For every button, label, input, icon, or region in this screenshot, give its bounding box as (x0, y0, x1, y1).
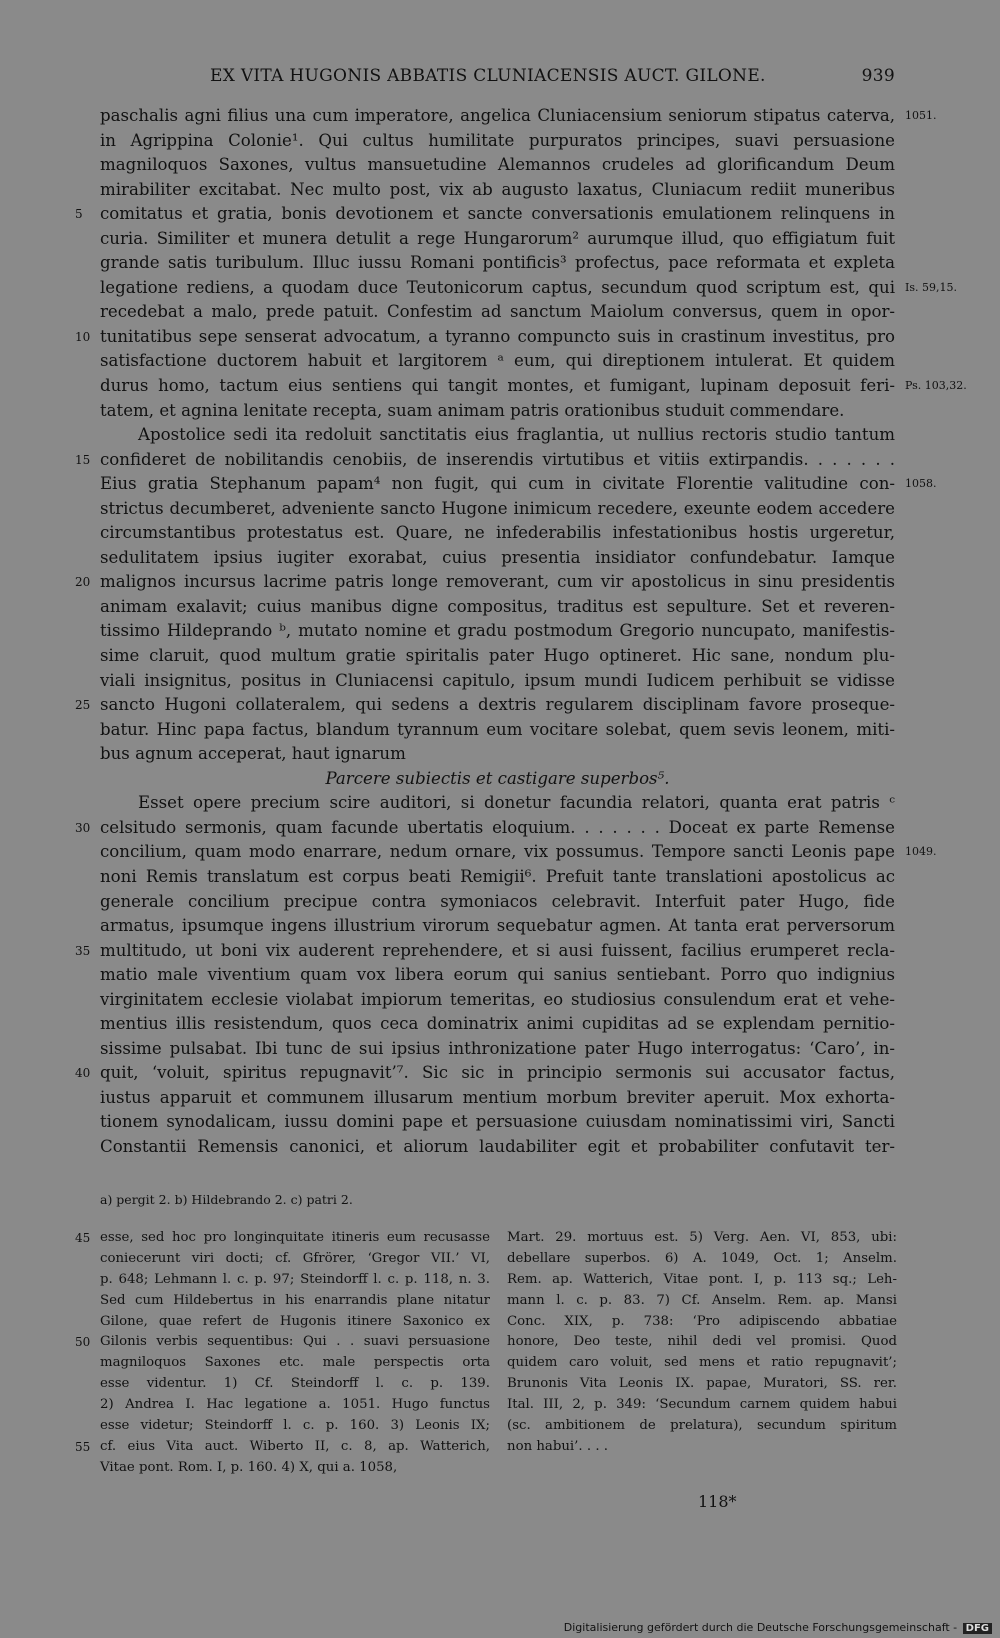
line-text: tionem synodalicam, iussu domini pape et persuasione cuiusdam nominatissimi viri, Sancti (100, 1112, 895, 1132)
line-number: 45 (75, 1231, 91, 1245)
footnote-line (100, 1249, 490, 1270)
text-line (100, 399, 895, 424)
footnote-line (507, 1353, 897, 1374)
line-text: magniloquos Saxones, vultus mansuetudine Alemannos crudeles ad glorificandum Deum (100, 155, 895, 175)
text-line (100, 718, 895, 743)
text-line (100, 914, 895, 939)
line-text: confideret de nobilitandis cenobiis, de inserendis virtutibus et vitiis extirpandis. . . . . . . (100, 449, 895, 469)
line-number: 25 (75, 698, 91, 713)
text-line (100, 890, 895, 915)
line-text: armatus, ipsumque ingens illustrium virorum sequebatur agmen. At tanta erat perversorum (100, 916, 895, 936)
footnote-line (100, 1270, 490, 1291)
line-text: Ital. III, 2, p. 349: ‘Secundum carnem quidem habui (507, 1397, 897, 1413)
footnote-line (507, 1312, 897, 1333)
line-text: esse, sed hoc pro longinquitate itineris eum recusasse (100, 1230, 490, 1245)
running-title: EX VITA HUGONIS ABBATIS CLUNIACENSIS AUCT. GILONE. (210, 66, 766, 86)
text-line (100, 1135, 895, 1160)
line-text: generale concilium precipue contra symoniacos celebravit. Interfuit pater Hugo, fide (100, 891, 895, 911)
line-text: matio male viventium quam vox libera eorum qui sanius sentiebant. Porro quo indignius (100, 965, 895, 985)
line-number: 5 (75, 207, 83, 222)
text-line (100, 423, 895, 448)
line-text: non habui’. . . . (507, 1438, 608, 1454)
line-text: iustus apparuit et communem illusarum mentium morbum breviter aperuit. Mox exhorta- (100, 1087, 895, 1107)
footnotes-right-column (507, 1228, 897, 1458)
line-text: sissime pulsabat. Ibi tunc de sui ipsius inthronizatione pater Hugo interrogatus: ‘Caro’, in- (100, 1038, 895, 1058)
margin-note: Ps. 103,32. (905, 379, 967, 393)
footnote-line (75, 1228, 490, 1249)
line-number: 10 (75, 329, 91, 344)
line-text: esse videntur. 1) Cf. Steindorff l. c. p. 139. (100, 1376, 490, 1392)
text-line (100, 349, 895, 374)
line-text: Constantii Remensis canonici, et aliorum laudabiliter egit et probabiliter confutavit ter- (100, 1136, 895, 1156)
line-text: paschalis agni filius una cum imperatore, angelica Cluniacensium seniorum stipatus caterva, (100, 106, 895, 125)
line-text: mann l. c. p. 83. 7) Cf. Anselm. Rem. ap. Mansi (507, 1292, 897, 1308)
line-text: sancto Hugoni collateralem, qui sedens a dextris regularem disciplinam favore proseque- (100, 695, 895, 715)
line-text: quit, ‘voluit, spiritus repugnavit’⁷. Sic sic in principio sermonis sui accusator factus, (100, 1063, 895, 1083)
footnote-line (100, 1395, 490, 1416)
text-line (100, 497, 895, 522)
margin-note: 1058. (905, 477, 937, 491)
text-line (100, 251, 895, 276)
footnote-line (75, 1332, 490, 1353)
line-text: Conc. XIX, p. 738: ‘Pro adipiscendo abbatiae (507, 1313, 897, 1329)
line-text: debellare superbos. 6) A. 1049, Oct. 1; Anselm. (507, 1250, 897, 1266)
text-line (100, 767, 895, 792)
line-text: celsitudo sermonis, quam facunde ubertatis eloquium. . . . . . . Doceat ex parte Remense (100, 817, 895, 837)
text-line (75, 693, 895, 718)
text-line (100, 153, 895, 178)
line-text: Esset opere precium scire auditori, si donetur facundia relatori, quanta erat patris ᶜ (138, 793, 895, 813)
line-text: circumstantibus protestatus est. Quare, ne infederabilis infestationibus hostis urgeretur, (100, 523, 895, 543)
text-line (100, 988, 895, 1013)
line-text: sime claruit, quod multum gratie spiritalis pater Hugo optineret. Hic sane, nondum plu- (100, 646, 895, 666)
line-text: Gilone, quae refert de Hugonis itinere Saxonico ex (100, 1313, 490, 1329)
footnote-line (507, 1228, 897, 1249)
footnote-line (100, 1353, 490, 1374)
text-line (100, 619, 895, 644)
text-line (100, 840, 937, 865)
text-line (75, 939, 895, 964)
line-number: 35 (75, 943, 91, 958)
text-line (75, 325, 895, 350)
line-text: batur. Hinc papa factus, blandum tyrannum eum vocitare solebat, quem sevis leonem, miti- (100, 719, 895, 739)
text-line (75, 448, 895, 473)
line-text: satisfactione ductorem habuit et largitorem ᵃ eum, qui direptionem intulerat. Et quidem (100, 351, 895, 371)
line-text: recedebat a malo, prede patuit. Confestim ad sanctum Maiolum conversus, quem in opor- (100, 302, 895, 322)
text-line (100, 963, 895, 988)
footnote-line (507, 1416, 897, 1437)
text-line (75, 816, 895, 841)
line-text: concilium, quam modo enarrare, nedum ornare, vix possumus. Tempore sancti Leonis pape (100, 842, 895, 862)
footnote-line (507, 1332, 897, 1353)
footnote-line (100, 1416, 490, 1437)
line-number: 50 (75, 1335, 91, 1350)
signature-mark: 118* (698, 1492, 737, 1511)
line-text: tunitatibus sepe senserat advocatum, a tyranno compuncto suis in crastinum investitus, pro (100, 326, 895, 346)
line-number: 30 (75, 820, 91, 835)
text-line (100, 1037, 895, 1062)
margin-note: 1051. (905, 109, 937, 122)
line-text: coniecerunt viri docti; cf. Gfrörer, ‘Gregor VII.’ VI, (100, 1250, 490, 1266)
line-text: cf. eius Vita auct. Wiberto II, c. 8, ap. Watterich, (100, 1438, 490, 1454)
line-text: curia. Similiter et munera detulit a rege Hungarorum² aurumque illud, quo effigiatum fuit (100, 228, 895, 248)
line-text: Eius gratia Stephanum papam⁴ non fugit, qui cum in civitate Florentie valitudine con- (100, 474, 895, 494)
line-text: bus agnum acceperat, haut ignarum (100, 744, 406, 764)
line-text: mentius illis resistendum, quos ceca dominatrix animi cupiditas ad se explendam pernitio- (100, 1014, 895, 1034)
text-line (75, 570, 895, 595)
footnote-line (100, 1374, 490, 1395)
line-text: legatione rediens, a quodam duce Teutonicorum captus, secundum quod scriptum est, qui (100, 277, 895, 297)
text-line (100, 276, 957, 301)
footnote-line (507, 1374, 897, 1395)
line-number: 20 (75, 575, 91, 590)
text-line (100, 178, 895, 203)
line-text: grande satis turibulum. Illuc iussu Romani pontificis³ profectus, pace reformata et expleta (100, 253, 895, 273)
line-text: (sc. ambitionem de prelatura), secundum spiritum (507, 1418, 897, 1434)
footnote-line (507, 1249, 897, 1270)
line-text: Parcere subiectis et castigare superbos⁵. (325, 768, 670, 788)
text-line (100, 791, 895, 816)
footnote-line (507, 1437, 897, 1458)
text-line (100, 865, 895, 890)
critical-apparatus: a) pergit 2. b) Hildebrando 2. c) patri 2. (100, 1192, 353, 1207)
line-text: tatem, et agnina lenitate recepta, suam animam patris orationibus studuit commendare. (100, 400, 845, 420)
line-text: Gilonis verbis sequentibus: Qui . . suavi persuasione (100, 1334, 490, 1350)
line-text: durus homo, tactum eius sentiens qui tangit montes, et fumigant, lupinam deposuit feri- (100, 376, 895, 396)
line-text: quidem caro voluit, sed mens et ratio repugnavit’; (507, 1355, 897, 1371)
text-line (75, 1061, 895, 1086)
line-text: in Agrippina Colonie¹. Qui cultus humilitate purpuratos principes, suavi persuasione (100, 130, 895, 150)
line-number: 40 (75, 1066, 91, 1081)
text-line (100, 546, 895, 571)
line-text: malignos incursus lacrime patris longe removerant, cum vir apostolicus in sinu presidentis (100, 572, 895, 592)
line-text: Rem. ap. Watterich, Vitae pont. I, p. 113 sq.; Leh- (507, 1271, 897, 1287)
line-text: sedulitatem ipsius iugiter exorabat, cuius presentia insidiator confundebatur. Iamque (100, 547, 895, 567)
line-text: honore, Deo teste, nihil dedi vel promisi. Quod (507, 1334, 897, 1350)
text-line (100, 1086, 895, 1111)
footnote-line (507, 1291, 897, 1312)
line-text: virginitatem ecclesie violabat impiorum temeritas, eo studiosius consulendum erat et vehe- (100, 989, 895, 1009)
text-line (100, 104, 937, 129)
footnote-line (100, 1291, 490, 1312)
text-line (100, 1012, 895, 1037)
line-text: magniloquos Saxones etc. male perspectis orta (100, 1355, 490, 1371)
margin-note: Is. 59,15. (905, 280, 957, 294)
text-line (100, 595, 895, 620)
text-line (100, 1110, 895, 1135)
line-text: tissimo Hildeprando ᵇ, mutato nomine et gradu postmodum Gregorio nuncupato, manifestis- (100, 621, 895, 641)
line-text: p. 648; Lehmann l. c. p. 97; Steindorff l. c. p. 118, n. 3. (100, 1271, 490, 1287)
line-text: noni Remis translatum est corpus beati Remigii⁶. Prefuit tante translationi apostolicus ac (100, 866, 895, 886)
digitization-footer (564, 1621, 992, 1634)
line-text: multitudo, ut boni vix auderent reprehendere, et si ausi fuissent, facilius erumperet recla- (100, 940, 895, 960)
text-line (100, 227, 895, 252)
line-number: 55 (75, 1439, 91, 1454)
footer-credit: Digitalisierung gefördert durch die Deutsche Forschungsgemeinschaft - (563, 1621, 958, 1634)
text-line (100, 521, 895, 546)
text-line (100, 742, 895, 767)
text-line (75, 202, 895, 227)
line-text: mirabiliter excitabat. Nec multo post, vix ab augusto laxatus, Cluniacum rediit muneribus (100, 179, 895, 199)
main-text (75, 104, 967, 1160)
page-number: 939 (861, 66, 895, 86)
footnote-line (507, 1270, 897, 1291)
line-text: comitatus et gratia, bonis devotionem et sancte conversationis emulationem relinquens in (100, 204, 895, 224)
footnote-line (100, 1312, 490, 1333)
line-text: esse videtur; Steindorff l. c. p. 160. 3) Leonis IX; (100, 1418, 490, 1434)
line-text: Vitae pont. Rom. I, p. 160. 4) X, qui a. 1058, (100, 1459, 398, 1475)
dfg-logo: DFG (963, 1623, 992, 1634)
text-line (100, 374, 967, 399)
line-text: Apostolice sedi ita redoluit sanctitatis eius fraglantia, ut nullius rectoris studio tantum (138, 425, 895, 445)
line-text: 2) Andrea I. Hac legatione a. 1051. Hugo functus (100, 1397, 490, 1413)
line-text: strictus decumberet, adveniente sancto Hugone inimicum recedere, exeunte eodem accedere (100, 498, 895, 518)
text-line (100, 669, 895, 694)
line-text: viali insignitus, positus in Cluniacensi capitulo, ipsum mundi Iudicem perhibuit se vidisse (100, 670, 895, 690)
text-line (100, 472, 937, 497)
footnote-line (75, 1437, 490, 1458)
line-number: 15 (75, 452, 91, 467)
text-line (100, 300, 895, 325)
line-text: animam exalavit; cuius manibus digne compositus, traditus est sepulture. Set et reveren- (100, 596, 895, 616)
line-text: Brunonis Vita Leonis IX. papae, Muratori, SS. rer. (507, 1376, 897, 1392)
footnotes-left-column (75, 1228, 490, 1479)
line-text: Mart. 29. mortuus est. 5) Verg. Aen. VI, 853, ubi: (507, 1230, 897, 1245)
footnote-line (507, 1395, 897, 1416)
text-line (100, 644, 895, 669)
margin-note: 1049. (905, 845, 937, 859)
line-text: Sed cum Hildebertus in his enarrandis plane nitatur (100, 1292, 490, 1308)
footnote-line (100, 1458, 490, 1479)
text-line (100, 129, 895, 154)
